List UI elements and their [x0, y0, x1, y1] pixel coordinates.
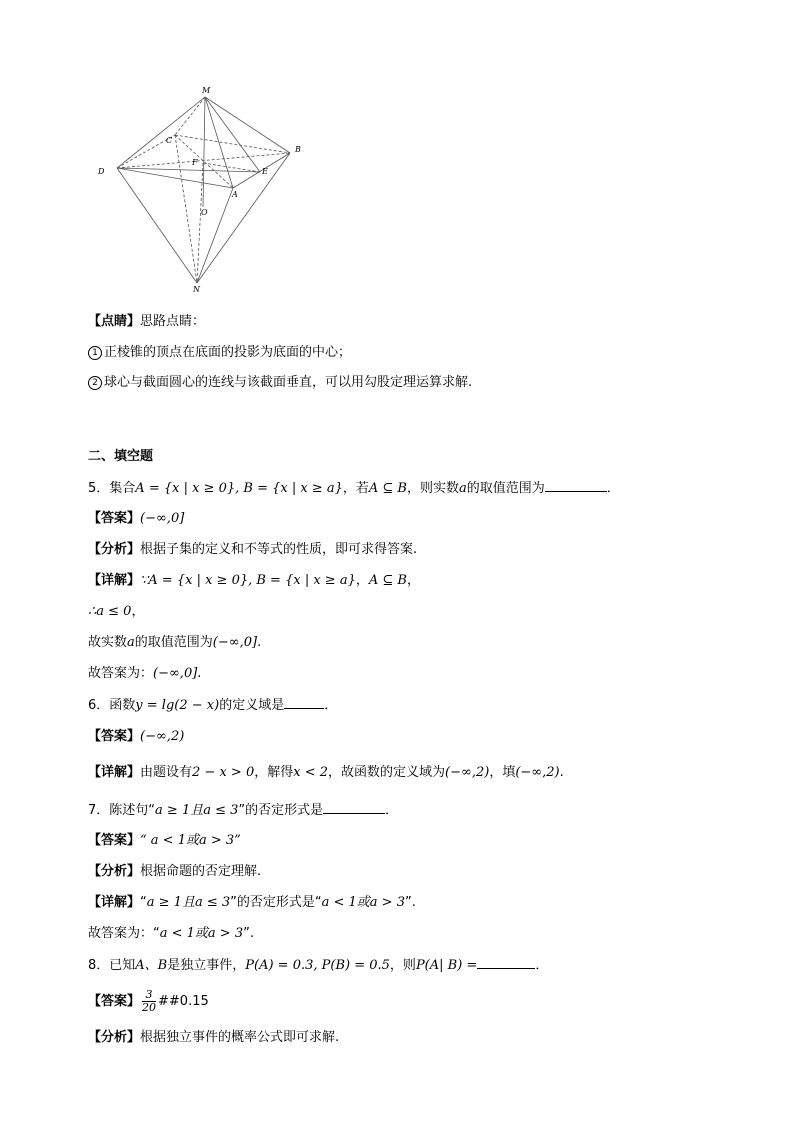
q5-line-3-a: 故实数	[88, 635, 128, 650]
dianjing-title: 思路点睛：	[140, 314, 206, 329]
q5-line-4	[88, 665, 201, 683]
q6-detail-expr-2: x < 2	[293, 765, 329, 780]
q5-line-3-var: a	[127, 635, 135, 650]
q8-expr-3: P(A| B) =	[415, 958, 478, 973]
q6-text-b: 的定义域是	[219, 698, 285, 713]
q7-final-line	[88, 925, 254, 943]
q7-detail-line	[88, 894, 416, 912]
q6-answer-blank	[284, 696, 324, 709]
q7-end: ．	[385, 803, 399, 818]
label-B: B	[295, 145, 301, 154]
q6-detail-tag: 【详解】	[88, 765, 141, 780]
q8-text-c: ，则	[389, 958, 416, 973]
q7-detail-end: ”.	[404, 895, 416, 910]
q7-answer-line	[88, 832, 241, 850]
pyramid-diagram	[90, 80, 320, 295]
q6-detail-expr-1: 2 − x > 0	[192, 765, 255, 780]
q6-number: 6．	[88, 698, 110, 713]
q5-detail-expr: ∵A = {x | x ≥ 0}, B = {x | x ≥ a}	[140, 573, 356, 588]
q8-end: ．	[535, 958, 549, 973]
q5-detail-expr-2: A ⊆ B	[368, 573, 407, 588]
q6-detail-b: ，解得	[254, 765, 294, 780]
q8-question	[88, 956, 548, 975]
label-D: D	[98, 167, 105, 176]
q6-answer-line	[88, 728, 184, 746]
q5-text-b: ，若	[342, 481, 369, 496]
circled-number-2: 2	[88, 376, 102, 390]
q7-question	[88, 801, 398, 820]
dashed-FN	[197, 163, 203, 283]
q5-line-2-end: ，	[131, 604, 145, 619]
q8-answer-alt: ##0.15	[158, 994, 209, 1009]
q5-detail-line	[88, 572, 420, 590]
q5-analysis: 根据子集的定义和不等式的性质，即可求得答案.	[140, 542, 418, 557]
q7-text-a: 陈述句“	[109, 803, 156, 818]
q8-analysis-line	[88, 1029, 339, 1047]
q5-detail-tag: 【详解】	[88, 573, 141, 588]
q5-line-4-end: .	[197, 666, 202, 681]
q8-analysis: 根据独立事件的概率公式即可求解.	[140, 1030, 340, 1045]
q6-detail-line	[88, 764, 564, 782]
q7-detail-b: ”的否定形式是“	[230, 895, 322, 910]
q5-text-c: ，则实数	[406, 481, 459, 496]
q7-detail-tag: 【详解】	[88, 895, 141, 910]
edge-MO	[203, 97, 205, 207]
edge-MA	[205, 97, 233, 188]
q6-answer-tag: 【答案】	[88, 729, 141, 744]
edge-ME	[205, 97, 260, 172]
q5-end: ．	[606, 481, 620, 496]
q5-detail-end: ，	[406, 573, 420, 588]
q8-answer-denominator: 20	[142, 1001, 157, 1014]
q5-line-4-expr: (−∞,0]	[153, 666, 198, 681]
q5-line-3	[88, 634, 261, 652]
q8-answer-fraction	[142, 989, 156, 1014]
q6-end: ．	[324, 698, 338, 713]
q8-answer-blank	[477, 956, 535, 969]
q5-expr-2: A ⊆ B	[368, 481, 407, 496]
q8-expr-1: A、B	[135, 958, 168, 973]
geometry-figure	[90, 80, 320, 295]
dianjing-heading	[88, 313, 205, 331]
q7-detail-a: “	[140, 895, 147, 910]
q8-text-a: 已知	[109, 958, 136, 973]
q6-answer: (−∞,2)	[140, 729, 185, 744]
q7-analysis-line	[88, 863, 261, 881]
q7-final-a: 故答案为：“	[88, 926, 160, 941]
label-F: F	[192, 158, 198, 167]
q5-line-3-b: 的取值范围为	[134, 635, 213, 650]
q7-answer: “ a < 1或a > 3”	[140, 833, 241, 848]
q5-answer-tag: 【答案】	[88, 511, 141, 526]
q7-final-expr: a < 1或a > 3	[159, 926, 244, 941]
q5-line-2-expr: ∴a ≤ 0	[88, 604, 132, 619]
q6-expr: y = lg(2 − x)	[135, 698, 220, 713]
q6-detail-end: .	[559, 765, 564, 780]
q6-detail-d: ，填	[489, 765, 516, 780]
section-title: 二、填空题	[88, 449, 154, 464]
q8-number: 8．	[88, 958, 110, 973]
q5-line-3-end: .	[257, 635, 262, 650]
dianjing-tag: 【点睛】	[88, 314, 141, 329]
q5-question	[88, 479, 620, 498]
q5-analysis-line	[88, 541, 417, 559]
q8-answer-tag: 【答案】	[88, 994, 141, 1009]
q5-answer-blank	[545, 479, 607, 492]
q6-detail-expr-4: (−∞,2)	[515, 765, 560, 780]
q6-detail-expr-3: (−∞,2)	[445, 765, 490, 780]
q7-analysis-tag: 【分析】	[88, 864, 141, 879]
q5-line-2	[88, 603, 144, 621]
dianjing-item-2	[88, 374, 472, 392]
q5-line-3-expr: (−∞,0]	[212, 635, 258, 650]
label-A: A	[232, 190, 238, 199]
q7-detail-expr: a ≥ 1且a ≤ 3	[146, 895, 231, 910]
q5-expr-1: A = {x | x ≥ 0}, B = {x | x ≥ a}	[135, 481, 343, 496]
edge-MB	[205, 97, 290, 153]
q6-question	[88, 696, 337, 715]
label-E: E	[262, 167, 268, 176]
q5-answer-line	[88, 510, 184, 528]
q7-analysis: 根据命题的否定理解.	[140, 864, 262, 879]
q5-text-d: 的取值范围为	[466, 481, 545, 496]
q6-detail-c: ，故函数的定义域为	[328, 765, 446, 780]
edge-BN	[197, 153, 290, 283]
dianjing-item-1-text: 正棱锥的顶点在底面的投影为底面的中心；	[104, 345, 352, 360]
q7-answer-tag: 【答案】	[88, 833, 141, 848]
q5-number: 5．	[88, 481, 110, 496]
q7-detail-expr-2: a < 1或a > 3	[321, 895, 405, 910]
q7-expr: a ≥ 1且a ≤ 3	[155, 803, 239, 818]
q5-var: a	[459, 481, 467, 496]
label-O: O	[201, 208, 208, 217]
q7-number: 7．	[88, 803, 110, 818]
label-N: N	[193, 285, 200, 294]
label-M: M	[202, 86, 211, 95]
circled-number-1: 1	[88, 346, 102, 360]
q5-text-a: 集合	[109, 481, 136, 496]
q5-detail-sep: ，	[355, 573, 369, 588]
dianjing-item-2-text: 球心与截面圆心的连线与该截面垂直，可以用勾股定理运算求解.	[104, 375, 473, 390]
q8-text-b: 是独立事件，	[167, 958, 246, 973]
q8-answer-line	[88, 989, 209, 1014]
dashed-MC	[175, 97, 205, 135]
q6-detail-a: 由题设有	[140, 765, 193, 780]
q7-final-end: ”.	[243, 926, 254, 941]
q8-answer-numerator: 3	[142, 989, 156, 1002]
dianjing-item-1	[88, 344, 351, 362]
q5-line-4-a: 故答案为：	[88, 666, 154, 681]
q6-text-a: 函数	[109, 698, 136, 713]
q5-answer: (−∞,0]	[140, 511, 185, 526]
dashed-CB	[175, 135, 290, 153]
q7-answer-blank	[323, 801, 385, 814]
q8-analysis-tag: 【分析】	[88, 1030, 141, 1045]
q8-expr-2: P(A) = 0.3, P(B) = 0.5	[245, 958, 390, 973]
edge-DN	[117, 168, 197, 283]
q7-text-b: ”的否定形式是	[238, 803, 324, 818]
edge-AN	[197, 188, 233, 283]
q5-analysis-tag: 【分析】	[88, 542, 141, 557]
label-C: C	[166, 136, 173, 145]
